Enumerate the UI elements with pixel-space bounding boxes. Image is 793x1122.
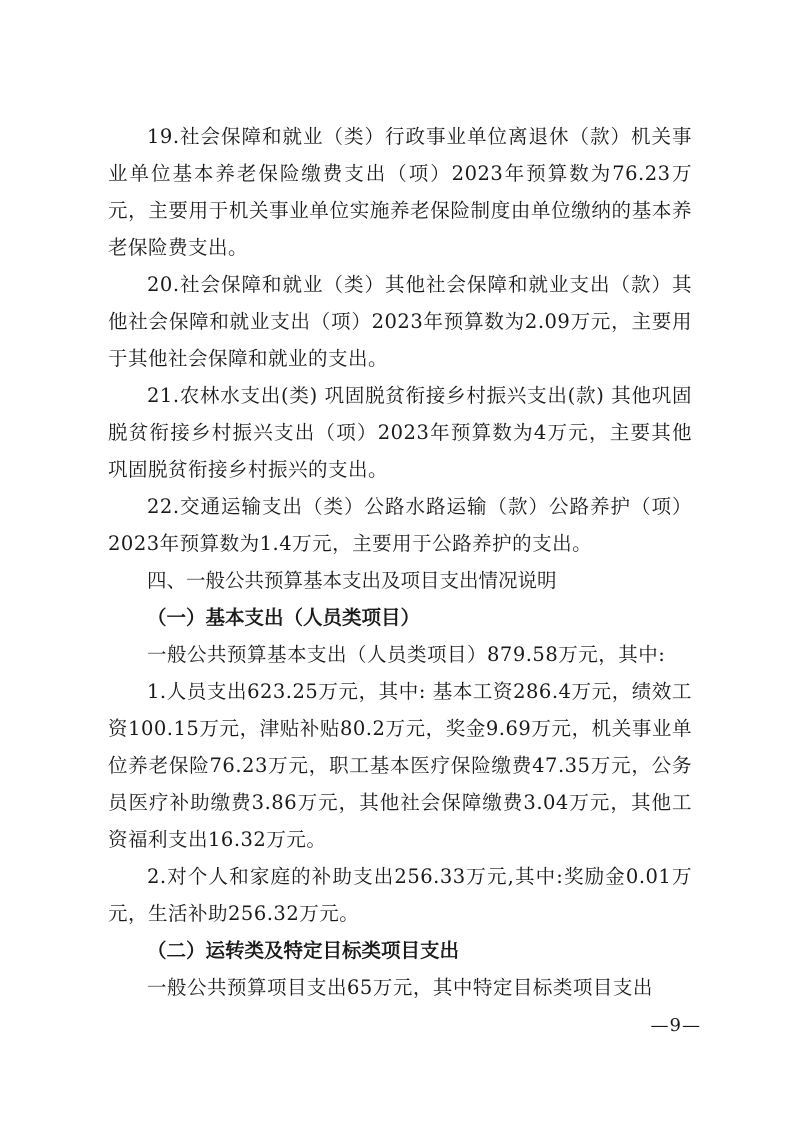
paragraph-20: 20.社会保障和就业（类）其他社会保障和就业支出（款）其他社会保障和就业支出（项）2023年预算数为2.09万元，主要用于其他社会保障和就业的支出。 [108, 273, 692, 370]
paragraph-22: 22.交通运输支出（类）公路水路运输（款）公路养护（项）2023年预算数为1.4万元，主要用于公路养护的支出。 [108, 495, 692, 555]
document-body [108, 118, 692, 1006]
subheading-project-expenditure: （二）运转类及特定目标类项目支出 [147, 939, 460, 962]
paragraph-project-total: 一般公共预算项目支出65万元，其中特定目标类项目支出 [147, 976, 653, 999]
page-number: —9— [650, 1015, 701, 1036]
subheading-basic-expenditure: （一）基本支出（人员类项目） [147, 606, 421, 629]
paragraph-19: 19.社会保障和就业（类）行政事业单位离退休（款）机关事业单位基本养老保险缴费支出（项）2023年预算数为76.23万元，主要用于机关事业单位实施养老保险制度由单位缴纳的基本养老保险费支出。 [108, 125, 692, 259]
paragraph-subsidy-expenditure: 2.对个人和家庭的补助支出256.33万元,其中:奖励金0.01万元，生活补助256.32万元。 [108, 865, 692, 925]
section-heading-4: 四、一般公共预算基本支出及项目支出情况说明 [147, 569, 557, 592]
paragraph-21: 21.农林水支出(类) 巩固脱贫衔接乡村振兴支出(款) 其他巩固脱贫衔接乡村振兴支出（项）2023年预算数为4万元，主要其他巩固脱贫衔接乡村振兴的支出。 [108, 384, 692, 481]
paragraph-personnel-expenditure: 1.人员支出623.25万元，其中: 基本工资286.4万元，绩效工资100.15万元，津贴补贴80.2万元，奖金9.69万元，机关事业单位养老保险76.23万元，职工基本医疗保险缴费47.35万元，公务员医疗补助缴费3.86万元，其他社会保障缴费3.04万元，其他工资福利支出16.32万元。 [108, 680, 692, 851]
paragraph-basic-total: 一般公共预算基本支出（人员类项目）879.58万元，其中: [147, 643, 666, 666]
